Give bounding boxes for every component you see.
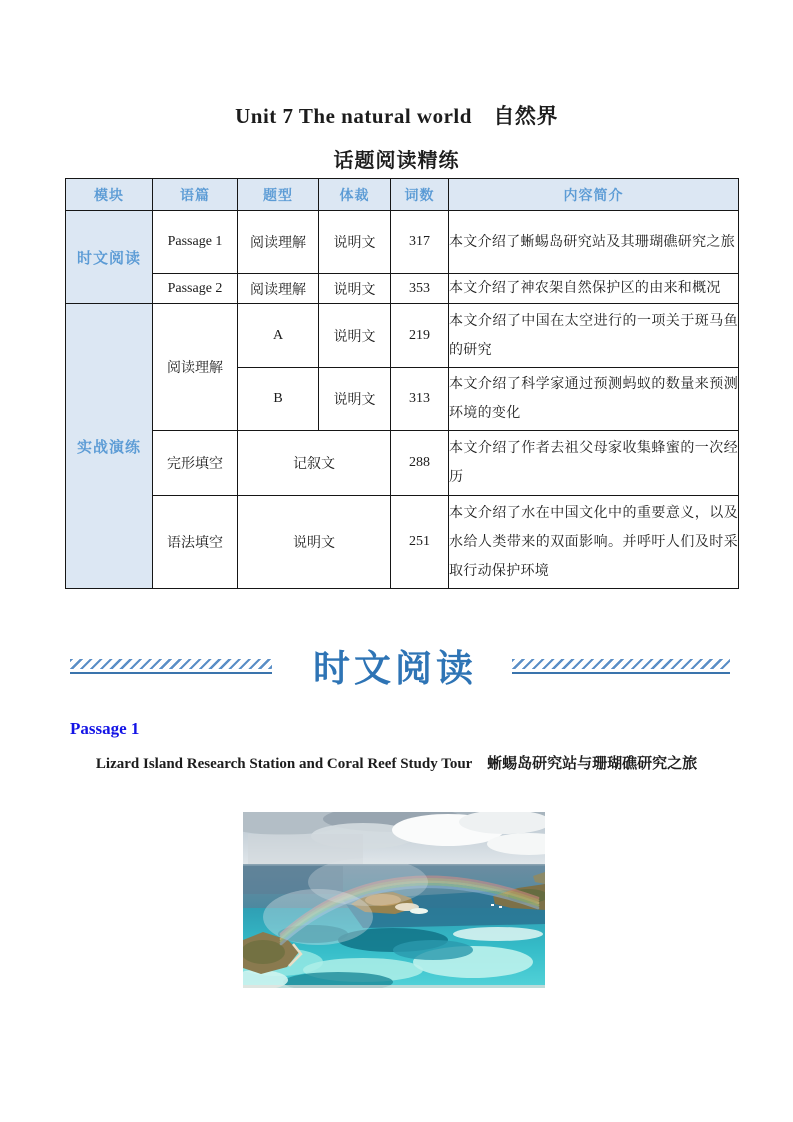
doc-subtitle: 话题阅读精练 [333, 150, 460, 172]
reef-photo-illustration [243, 812, 545, 988]
cell-passage: Passage 2 [153, 274, 238, 304]
cell-word-count: 353 [391, 274, 449, 304]
passage-heading: Lizard Island Research Station and Coral Reef Study Tour 蜥蜴岛研究站与珊瑚礁研究之旅 [95, 756, 698, 772]
col-header-module: 模块 [66, 179, 153, 211]
table-row-passage2 [66, 274, 739, 304]
cell-passage: 阅读理解 [153, 304, 238, 431]
overview-table-wrap [65, 178, 739, 589]
cell-word-count: 317 [391, 211, 449, 274]
cell-genre: 说明文 [238, 496, 391, 589]
cell-summary: 本文介绍了蜥蜴岛研究站及其珊瑚礁研究之旅 [449, 211, 739, 274]
cell-summary: 本文介绍了科学家通过预测蚂蚁的数量来预测环境的变化 [449, 368, 739, 431]
cell-question-type: B [238, 368, 319, 431]
table-row-reading-a [66, 304, 739, 368]
cell-summary: 本文介绍了神农架自然保护区的由来和概况 [449, 274, 739, 304]
cell-genre: 说明文 [319, 368, 391, 431]
overview-table [65, 178, 739, 589]
col-header-word-count: 词数 [391, 179, 449, 211]
col-header-summary: 内容简介 [449, 179, 739, 211]
reef-photo [243, 812, 545, 988]
banner-decoration-left [70, 659, 272, 674]
cell-summary: 本文介绍了作者去祖父母家收集蜂蜜的一次经历 [449, 431, 739, 496]
cell-genre: 说明文 [319, 274, 391, 304]
cell-genre: 说明文 [319, 304, 391, 368]
cell-word-count: 288 [391, 431, 449, 496]
table-row-cloze [66, 431, 739, 496]
module-cell-current-reading: 时文阅读 [66, 211, 153, 304]
table-row-passage1 [66, 211, 739, 274]
cell-word-count: 251 [391, 496, 449, 589]
table-header-row [66, 179, 739, 211]
banner-underline [70, 672, 272, 674]
cell-passage: 完形填空 [153, 431, 238, 496]
passage-label: Passage 1 [70, 719, 140, 738]
module-cell-practice: 实战演练 [66, 304, 153, 589]
cell-question-type: 阅读理解 [238, 211, 319, 274]
cell-passage: 语法填空 [153, 496, 238, 589]
unit-title: Unit 7 The natural world 自然界 [235, 104, 558, 128]
cell-question-type: A [238, 304, 319, 368]
cell-summary: 本文介绍了水在中国文化中的重要意义，以及水给人类带来的双面影响。并呼吁人们及时采取行动保护环境 [449, 496, 739, 589]
cell-passage: Passage 1 [153, 211, 238, 274]
slash-stripes-icon [70, 659, 272, 669]
banner-underline [512, 672, 730, 674]
col-header-question-type: 题型 [238, 179, 319, 211]
cell-word-count: 313 [391, 368, 449, 431]
cell-question-type: 阅读理解 [238, 274, 319, 304]
slash-stripes-icon [512, 659, 730, 669]
section-banner [65, 644, 738, 702]
cell-summary: 本文介绍了中国在太空进行的一项关于斑马鱼的研究 [449, 304, 739, 368]
cell-word-count: 219 [391, 304, 449, 368]
col-header-passage: 语篇 [153, 179, 238, 211]
col-header-genre: 体裁 [319, 179, 391, 211]
table-row-grammar-fill [66, 496, 739, 589]
section-banner-title: 时文阅读 [313, 649, 477, 690]
cell-genre: 记叙文 [238, 431, 391, 496]
cell-genre: 说明文 [319, 211, 391, 274]
banner-decoration-right [512, 659, 730, 674]
